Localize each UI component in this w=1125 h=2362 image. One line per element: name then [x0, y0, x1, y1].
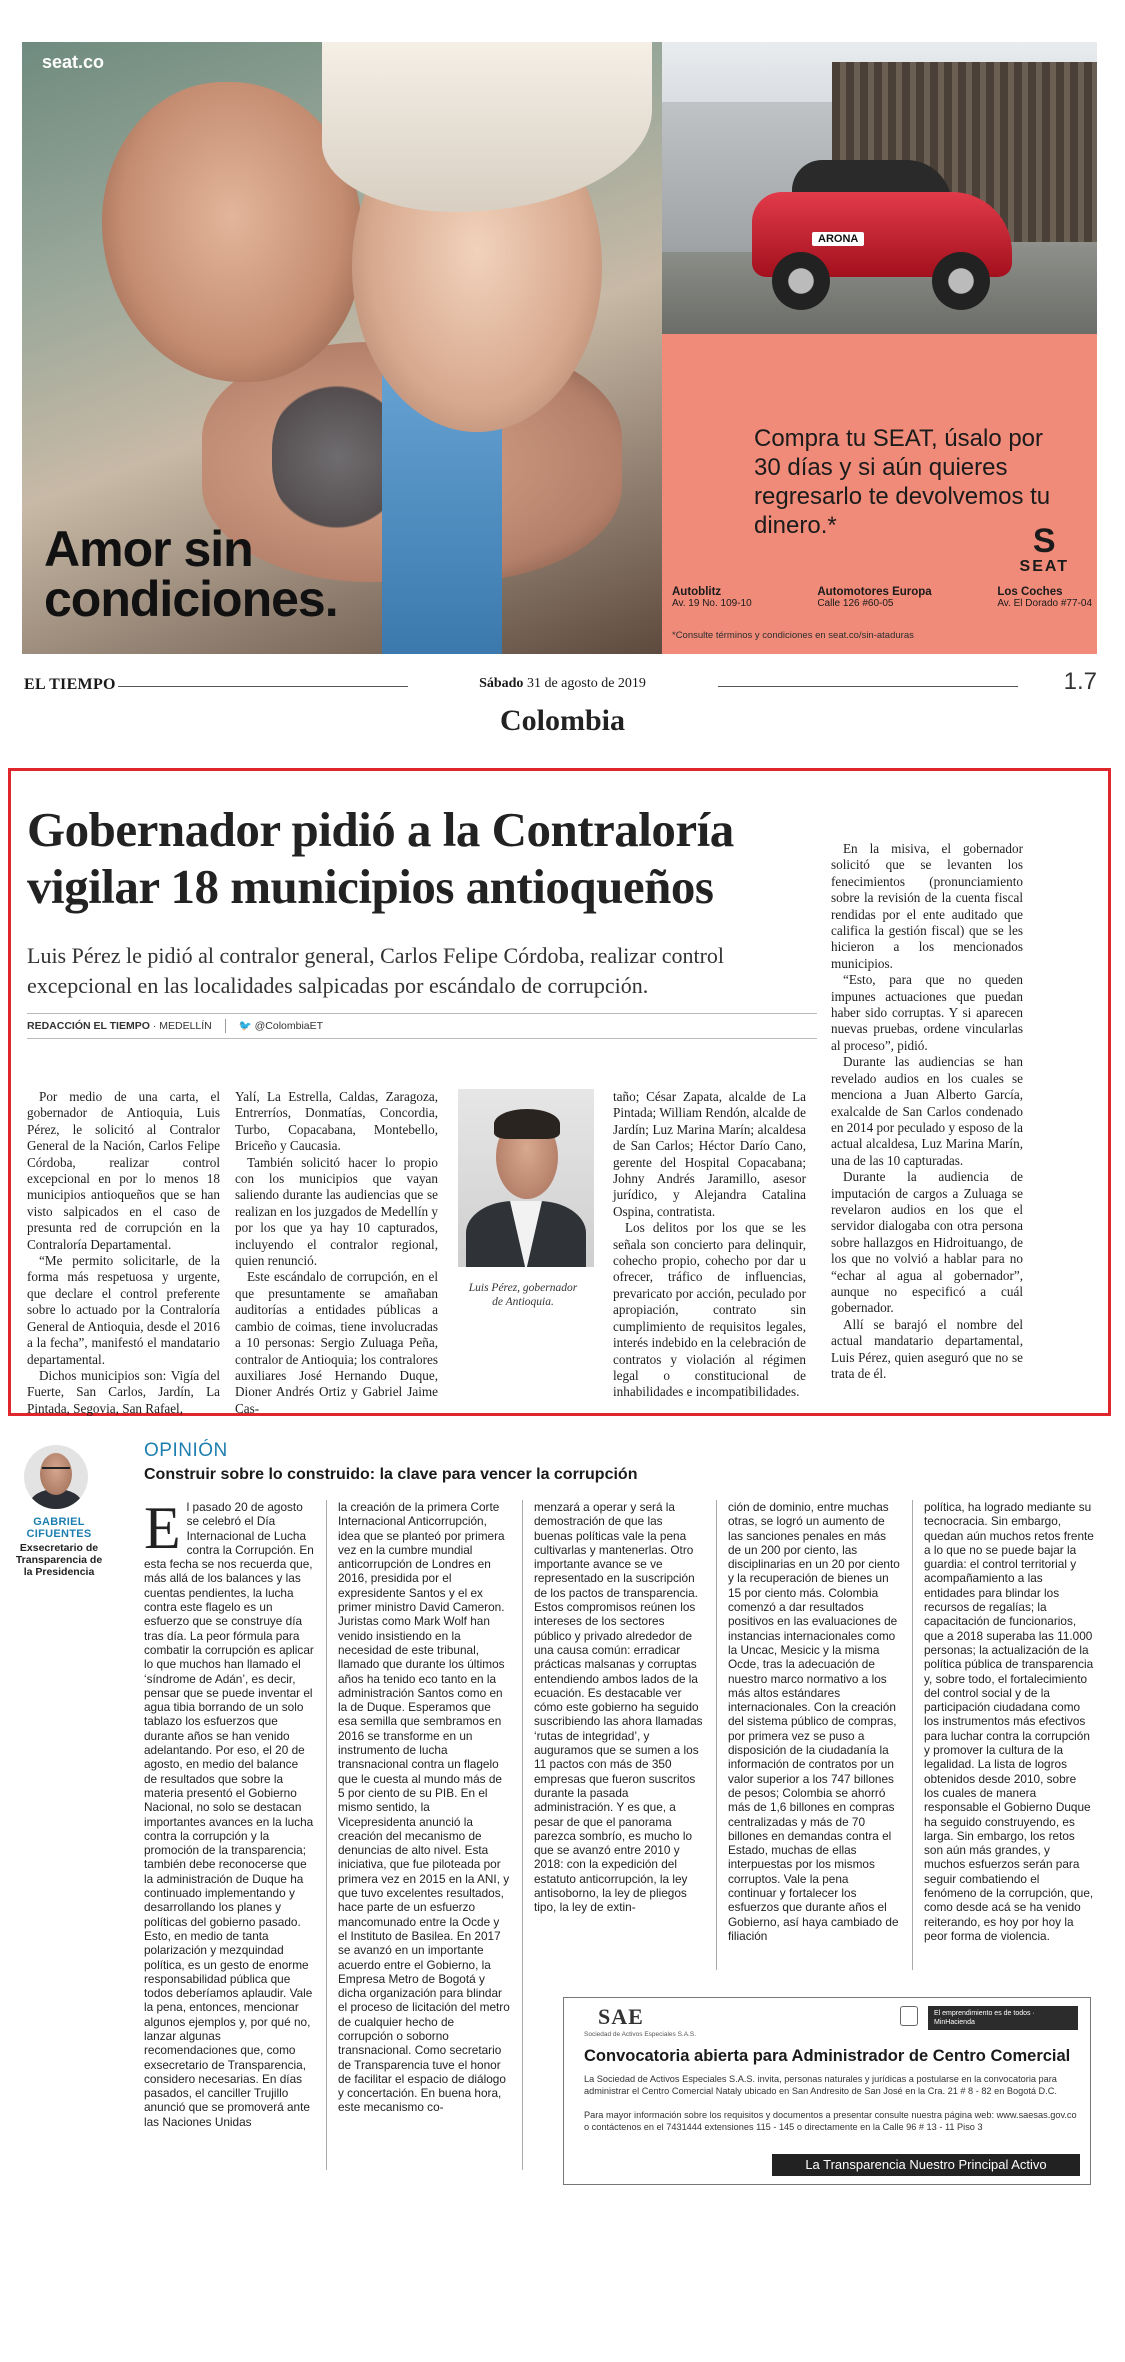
dropcap: E [144, 1495, 181, 1561]
column-divider [912, 1500, 913, 1970]
edition-date: Sábado 31 de agosto de 2019 [479, 676, 646, 691]
ad-car-photo [662, 42, 1097, 334]
column-divider [716, 1500, 717, 1970]
opinion-column-2: la creación de la primera Corte Internacional Anticorrupción, idea que se planteó por primera vez en la cumbre mundial anticorrupción de Londres en 2016, presidida por el expresidente Santos y el ex primer ministro David Cameron. Juristas como Mark Wolf han venido insistiendo en la necesidad de este tribunal, llamado que durante los últimos años ha tenido eco tanto en la administración Santos como en la de Duque. Esperamos que esa semilla que sembramos en 2016 se transforme en un instrumento de lucha transnacional contra un flagelo que le cuesta al mundo más de 5 por ciento de su PIB. En el mismo sentido, la Vicepresidenta anunció la creación del mecanismo de denuncias de alto nivel. Esta iniciativa, que fue piloteada por primera vez en 2015 en la ANI, y que tuvo excelentes resultados, hace parte de un esfuerzo mancomunado entre la Ocde y el Instituto de Basilea. En 2017 se avanzó en un importante acuerdo entre el Gobierno, la Empresa Metro de Bogotá y dicha organización para blindar el proceso de licitación del metro de cualquier hecho de corrupción o soborno transnacional. Como secretario de Transparencia tuve el honor de facilitar el espacio de diálogo y concertación. En buena hora, este mecanismo co- [338, 1500, 510, 2115]
story-column-2: Yalí, La Estrella, Caldas, Zaragoza, Entrerríos, Donmatías, Concordia, Turbo, Copacabana, Montebello, Briceño y Caucasia. También solicitó hacer lo propio con los municipios que vayan saliendo durante las audiencias que se realizan en los juzgados de Medellín y por los que ya hay 10 capturados, incluyendo el contralor regional, quien renunció. Este escándalo de corrupción, en el que presuntamente se amañaban auditorías a entidades públicas a cambio de coimas, tiene involucradas a 10 personas: Sergio Zuluaga Peña, contralor de Antioquia; los contralores auxiliares José Hernando Duque, Dioner Andrés Ortiz y Gabriel Jaime Cas- [235, 1089, 438, 1416]
notice-tagline: La Transparencia Nuestro Principal Activo [772, 2154, 1080, 2176]
ad-disclaimer: *Consulte términos y condiciones en seat.co/sin-ataduras [672, 630, 914, 641]
ad-promo-message: Compra tu SEAT, úsalo por 30 días y si aún quieres regresarlo te devolvemos tu dinero.* [754, 425, 1051, 539]
notice-body: La Sociedad de Activos Especiales S.A.S. invita, personas naturales y jurídicas a postularse en la convocatoria para administrar el Centro Comercial Nataly ubicado en San Andresito de San José en la Cra. 21 # 8 - 82 en Bogotá D.C. [584, 2074, 1057, 2096]
car-plate: ARONA [812, 232, 864, 246]
opinion-column-3: menzará a operar y será la demostración de que las buenas políticas vale la pena cultivarlas y mantenerlas. Otro importante avance se ve representado en la suscripción de los pactos de transparencia. Estos compromisos reúnen los intereses de los sectores público y privado alrededor de una causa común: erradicar prácticas malsanas y corruptas entendiendo ambos lados de la ecuación. Es destacable ver cómo este gobierno ha seguido suscribiendo las ahora llamadas ‘rutas de integridad’, y auguramos que se sumen a los 11 pactos con más de 350 empresas que fueron suscritos durante la pasada administración. Y es que, a pesar de que el panorama parezca sombrío, es mucho lo que se avanzó entre 2010 y 2018: con la expedición del estatuto anticorrupción, la ley antisoborno, la ley de pliegos tipo, la ley de extin- [534, 1500, 703, 1915]
sae-logo: SAE [598, 2004, 644, 2029]
byline-city: · MEDELLÍN [152, 1020, 212, 1032]
column-divider [522, 1500, 523, 2170]
byline [27, 1013, 817, 1039]
photo-caption: Luis Pérez, gobernador de Antioquia. [468, 1282, 578, 1308]
story-column-4: En la misiva, el gobernador solicitó que se levanten los fenecimientos (pronunciamiento sobre la revisión de la cuenta fiscal rendidas por el ente auditado que califica la gestión fiscal) que se les hicieron a los mencionados municipios. “Esto, para que no queden impunes actuaciones que puedan haber sido corruptas. Y si aparecen nuevas pruebas, ordene vincularlas al proceso”, pidió. Durante las audiencias se han revelado audios en los cuales se menciona a Juan Alberto García, exalcalde de San Carlos condenado en 2014 por peculado y esposo de la actual alcaldesa, Luz Marina Marín, una de las 10 capturadas. Durante la audiencia de imputación de cargos a Zuluaga se revelaron audios en los que el servidor dialogaba con otra persona sobre hallazgos en Hidroituango, de los que no volvió a hablar para no “echar al agua al gobernador”, aunque no especificó a cuál gobernador. Allí se barajó el nombre del actual mandatario departamental, Luis Pérez, quien aseguró que no se trata de él. [831, 841, 1023, 1381]
ad-dealers [672, 586, 1092, 610]
story-column-3: taño; César Zapata, alcalde de La Pintada; William Rendón, alcalde de Jardín; Luz Marina Marín; alcaldesa de San Carlos; Héctor Darío Cano, gerente del Hospital Copacabana; Johny Andrés Jaramillo, asesor jurídico, y Alejandra Catalina Ospina, contratista. Los delitos por los que se les señala son concierto para delinquir, cohecho propio, cohecho por dar u ofrecer, tráfico de influencias, prevaricato por acción, peculado por apropiación, contrato sin cumplimiento de requisitos legales, interés indebido en la celebración de contratos y violación al régimen legal o constitucional de inhabilidades e incompatibilidades. [613, 1089, 806, 1400]
section-title: Colombia [499, 704, 625, 737]
opinion-column-4: ción de dominio, entre muchas otras, se logró un aumento de las sanciones penales en más de un 200 por ciento, las disciplinarias en un 20 por ciento y la recuperación de bienes un 15 por ciento más. Colombia comenzó a dar resultados positivos en las evaluaciones de instancias internacionales como la Uncac, Mesicic y la misma Ocde, tras la adecuación de nuestro marco normativo a los más altos estándares internacionales. Con la creación del sistema público de compras, por primera vez se puso a disposición de la ciudadanía la información de contratos por un valor superior a los 747 billones de pesos; Colombia se ahorró más de 1,6 billones en compras centralizadas y más de 70 billones en demandas contra el Estado, muchas de ellas interpuestas por los mismos corruptos. Vale la pena continuar y fortalecer los esfuerzos que durante años el Gobierno, así haya cambiado de filiación [728, 1500, 900, 1943]
ad-brand-url: seat.co [42, 52, 105, 72]
dealer-item: Autoblitz Av. 19 No. 109-10 [672, 586, 752, 609]
colombia-seal-icon [900, 2006, 918, 2026]
story-column-1: Por medio de una carta, el gobernador de Antioquia, Luis Pérez, le solicitó al Contralor General de la Nación, Carlos Felipe Córdoba, realizar control excepcional en por lo menos 18 municipios antioqueños que se han visto salpicados en el caso de presunta red de corrupción en la Contraloría Departamental. “Me permito solicitarle, de la forma más respetuosa y urgente, que declare el control preferente sobre lo actuado por la Contraloría General de Antioquia, desde el 2016 a la fecha”, manifestó el mandatario departamental. Dichos municipios son: Vigía del Fuerte, San Carlos, Jardín, La Pintada, Segovia, San Rafael, [27, 1089, 220, 1416]
opinion-label: OPINIÓN [144, 1440, 228, 1461]
dealer-item: Automotores Europa Calle 126 #60-05 [817, 586, 932, 609]
author-avatar [24, 1445, 88, 1509]
opinion-column-1: E l pasado 20 de agosto se celebró el Día Internacional de Lucha contra la Corrupción. En esta fecha se nos recuerda que, más allá de los balances y las cuentas pendientes, la lucha contra este flagelo es un esfuerzo que se construye día tras día. La peor fórmula para combatir la corrupción es aplicar lo que muchos han llamado el ‘síndrome de Adán’, es decir, pensar que se puede inventar el agua tibia borrando de un solo tablazo los esfuerzos que durante años se han venido adelantando. Por eso, el 20 de agosto, en medio del balance de resultados que sobre la materia presentó el Gobierno Nacional, no solo se destacan importantes avances en la lucha contra la corrupción y la promoción de la transparencia; también debe reconocerse que la administración de Duque ha continuado implementando y desarrollando los planes y políticas del gobierno pasado. Esto, en medio de tanta polarización y mezquindad política, es un gesto de enorme responsabilidad pública que todos deberíamos aplaudir. Vale la pena, entonces, mencionar algunos ejemplos y, por qué no, lanzar algunas recomendaciones que, como exsecretario de Transparencia, considero necesarias. En días pasados, el canciller Trujillo anunció que se promoverá ante las Naciones Unidas [144, 1495, 314, 2129]
story-deck: Luis Pérez le pidió al contralor general, Carlos Felipe Córdoba, realizar control excepcional en las localidades salpicadas por escándalo de corrupción. [27, 943, 725, 998]
sae-logo-subtitle: Sociedad de Activos Especiales S.A.S. [584, 2031, 697, 2038]
ad-slogan: Amor sin condiciones. [44, 521, 338, 627]
opinion-title: Construir sobre lo construido: la clave para vencer la corrupción [144, 1466, 638, 1483]
author-name: GABRIEL CIFUENTES [26, 1516, 92, 1540]
twitter-handle[interactable]: @ColombiaET [254, 1020, 324, 1032]
newspaper-brand: EL TIEMPO [24, 676, 116, 693]
twitter-icon: 🐦 [238, 1020, 252, 1032]
byline-agency: REDACCIÓN EL TIEMPO [27, 1020, 150, 1032]
opinion-column-5: política, ha logrado mediante su tecnocracia. Sin embargo, quedan aún muchos retos frente a lo que no se puede bajar la guardia: el control territorial y acompañamiento a las entidades para blindar los recursos de regalías; la capacitación de funcionarios, que a 2018 superaba las 11.000 personas; la actualización de la política pública de transparencia y, sobre todo, el fortalecimiento del control social y de la participación ciudadana como los instrumentos más efectivos para luchar contra la corrupción y promover la cultura de la legalidad. La lista de logros obtenidos desde 2010, sobre los cuales de manera responsable el Gobierno Duque ha seguido construyendo, es larga. Sin embargo, los retos son aún más grandes, y muchos esfuerzos serán para seguir combatiendo el fenómeno de la corrupción, que, como desde acá se ha venido reiterando, es hoy por hoy la peor forma de violencia. [924, 1500, 1094, 1943]
ad-promo-panel [662, 334, 1097, 654]
column-divider [326, 1500, 327, 2170]
notice-contact: Para mayor información sobre los requisitos y documentos a presentar consulte nuestra página web: www.saesas.gov.co o contáctenos en el 7431444 extensiones 115 - 145 o directamente en la Calle 96 # 13 - 11 Piso 3 [584, 2110, 1077, 2132]
governor-photo [458, 1089, 594, 1267]
notice-title: Convocatoria abierta para Administrador de Centro Comercial [584, 2047, 1071, 2065]
seat-advertisement [22, 42, 1097, 654]
main-story [8, 768, 1111, 1416]
ad-couple-photo [22, 42, 662, 654]
page-number: 1.7 [1063, 668, 1097, 695]
sae-notice [563, 1997, 1091, 2185]
author-role: Exsecretario de Transparencia de la Presidencia [15, 1542, 103, 1578]
dealer-item: Los Coches Av. El Dorado #77-04 [997, 586, 1092, 609]
story-headline: Gobernador pidió a la Contraloría vigilar 18 municipios antioqueños [27, 802, 734, 914]
government-badge: El emprendimiento es de todos · MinHacienda [928, 2006, 1078, 2030]
seat-logo: S SEAT [1019, 522, 1069, 575]
